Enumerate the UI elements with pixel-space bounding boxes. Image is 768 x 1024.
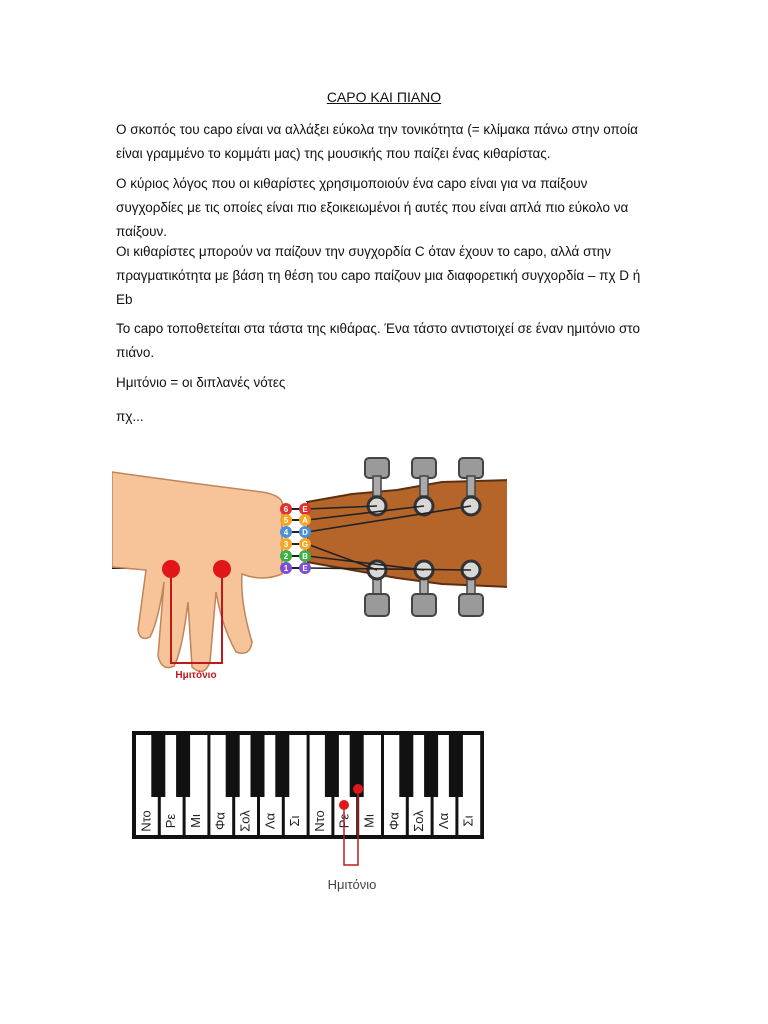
string-number: 3	[283, 540, 289, 549]
page-title: CAPO ΚΑΙ ΠΙΑΝΟ	[326, 89, 442, 105]
string-number: 6	[283, 505, 289, 514]
piano-keyboard-illustration	[130, 725, 490, 895]
paragraph-capo-reason: Ο κύριος λόγος που οι κιθαρίστες χρησιμοποιούν ένα capo είναι για να παίξουν συγχορδίες με τις οποίες είναι πιο εξοικειωμένοι ή αυτές που είναι απλά πιο εύκολο να παίξουν.	[116, 176, 629, 239]
white-key-label: Ρε	[163, 813, 179, 829]
white-key-label: Ρε	[336, 813, 352, 829]
black-key	[449, 735, 463, 797]
string-note: A	[302, 516, 308, 525]
paragraph-capo-purpose: Ο σκοπός του capo είναι να αλλάξει εύκολα την τονικότητα (= κλίμακα πάνω στην οποία είναι γραμμένο το κομμάτι μας) της μουσικής που παίζει ένας κιθαρίστας.	[116, 122, 638, 161]
white-key-label: Ντο	[311, 810, 327, 832]
string-note: E	[302, 505, 308, 514]
string-note: G	[301, 540, 309, 549]
string-number: 4	[283, 528, 289, 537]
piano-semitone-label: Ημιτόνιο	[327, 877, 377, 892]
white-key-label: Σι	[287, 815, 303, 827]
white-key-label: Φα	[386, 812, 402, 830]
string-number: 2	[283, 552, 289, 561]
string-number: 5	[283, 516, 289, 525]
black-key	[424, 735, 438, 797]
black-key	[251, 735, 265, 797]
string-number: 1	[283, 564, 289, 573]
paragraph-example: πχ...	[116, 409, 144, 424]
white-key-label: Λα	[435, 812, 451, 830]
black-key	[226, 735, 240, 797]
black-key	[399, 735, 413, 797]
string-note: E	[302, 564, 308, 573]
white-key-label: Σι	[460, 815, 476, 827]
white-key-label: Ντο	[138, 810, 154, 832]
string-note: D	[302, 528, 308, 537]
black-key	[176, 735, 190, 797]
black-key	[325, 735, 339, 797]
guitar-neck-illustration	[112, 452, 507, 692]
black-key	[151, 735, 165, 797]
white-key-label: Μι	[361, 814, 377, 828]
white-key-label: Φα	[212, 812, 228, 830]
black-key	[275, 735, 289, 797]
white-key-label: Μι	[187, 814, 203, 828]
paragraph-capo-chords: Οι κιθαρίστες μπορούν να παίζουν την συγχορδία C όταν έχουν το capo, αλλά στην πραγματικότητα με βάση τη θέση του capo παίζουν μια διαφορετική συγχορδία – πχ D ή Eb	[116, 244, 641, 307]
paragraph-capo-frets: Το capo τοποθετείται στα τάστα της κιθάρας. Ένα τάστο αντιστοιχεί σε έναν ημιτόνιο στο πιάνο.	[116, 321, 640, 360]
paragraph-semitone-definition: Ημιτόνιο = οι διπλανές νότες	[116, 375, 286, 390]
white-key-label: Λα	[262, 812, 278, 830]
white-key-label: Σολ	[237, 810, 253, 832]
white-key-label: Σολ	[411, 810, 427, 832]
guitar-semitone-label: Ημιτόνιο	[175, 670, 217, 681]
string-note: B	[302, 552, 308, 561]
